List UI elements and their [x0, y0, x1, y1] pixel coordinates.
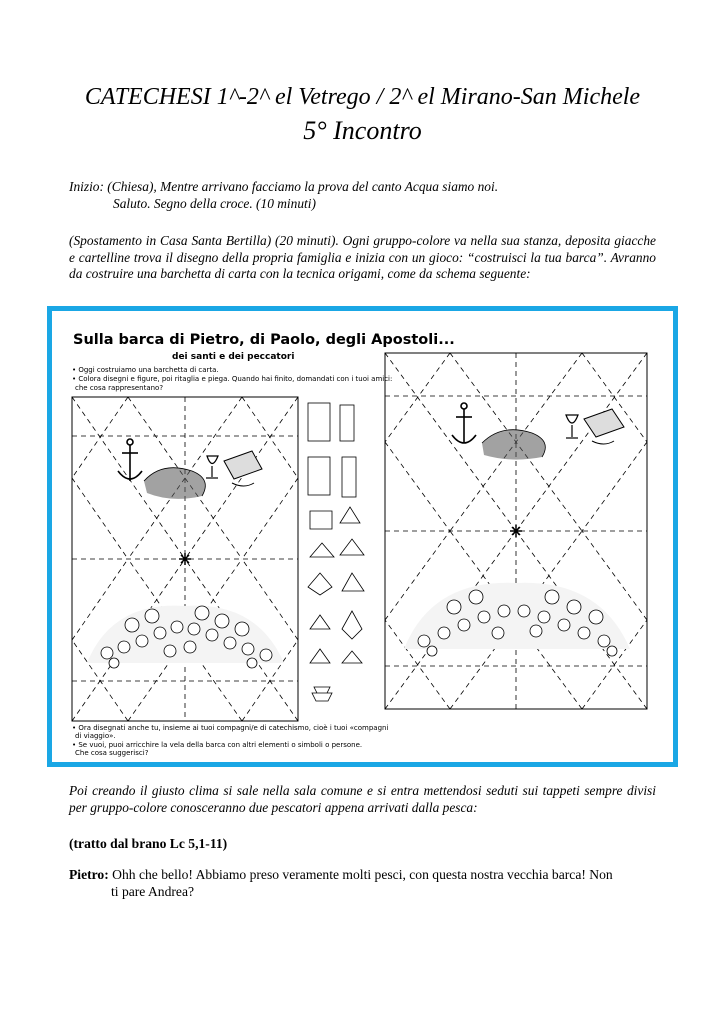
dialogue-pietro	[69, 866, 659, 900]
worksheet-subtitle: dei santi e dei peccatori	[172, 352, 295, 362]
worksheet-bottom-3: • Se vuoi, puoi arricchire la vela della barca con altri elementi o simboli o persone.	[72, 741, 363, 749]
folding-steps	[308, 403, 364, 701]
worksheet-bottom-2: di viaggio».	[75, 732, 116, 740]
dialogue-line-1: Ohh che bello! Abbiamo preso veramente molti pesci, con questa nostra vecchia barca! Non	[112, 867, 613, 882]
fishing-net-icon	[144, 468, 205, 499]
worksheet-drawing	[52, 311, 673, 762]
speaker-name: Pietro:	[69, 867, 109, 882]
document-subtitle: 5° Incontro	[303, 116, 422, 145]
document-title: CATECHESI 1^-2^ el Vetrego / 2^ el Mirano-San Michele	[84, 84, 641, 110]
gospel-reference: (tratto dal brano Lc 5,1-11)	[69, 836, 228, 851]
intro-paragraph	[69, 179, 656, 212]
intro-line-2: Saluto. Segno della croce. (10 minuti)	[113, 195, 316, 211]
chalice-icon	[206, 456, 218, 478]
worksheet-instruction-1: • Oggi costruiamo una barchetta di carta.	[72, 366, 219, 374]
right-boat-sheet	[385, 353, 647, 709]
poi-paragraph: Poi creando il giusto clima si sale nella sala comune e si entra mettendosi seduti sui tappeti sempre divisi per gruppo-colore conosceranno due pescatori appena arrivati dalla pesca:	[69, 783, 656, 815]
left-boat-sheet	[72, 397, 298, 721]
worksheet-bottom-4: Che cosa suggerisci?	[75, 749, 149, 757]
dialogue-line-2: ti pare Andrea?	[111, 884, 195, 899]
intro-line-1: Inizio: (Chiesa), Mentre arrivano facciamo la prova del canto Acqua siamo noi.	[69, 179, 499, 194]
anchor-icon	[452, 403, 476, 443]
worksheet-bottom-1: • Ora disegnati anche tu, insieme ai tuoi compagni/e di catechismo, cioè i tuoi «compagni	[72, 724, 389, 732]
crowd-drawing	[404, 583, 630, 656]
worksheet-instruction-3: che cosa rappresentano?	[75, 384, 164, 392]
book-icon	[584, 409, 624, 444]
origami-worksheet	[47, 306, 678, 767]
worksheet-title: Sulla barca di Pietro, di Paolo, degli Apostoli...	[73, 332, 455, 348]
worksheet-instruction-2: • Colora disegni e figure, poi ritaglia e piega. Quando hai finito, domandati con i tuoi amici:	[72, 375, 393, 383]
anchor-icon	[118, 439, 142, 481]
spostamento-paragraph: (Spostamento in Casa Santa Bertilla) (20 minuti). Ogni gruppo-colore va nella sua stanza, deposita giacche e cartelline trova il disegno della propria famiglia e inizia con un gioco: “costruisci la tua barca”. Avranno da costruire una barchetta di carta con la tecnica origami, come da schema seguente:	[69, 233, 656, 281]
chalice-icon	[566, 415, 578, 438]
crowd-drawing	[87, 606, 284, 668]
fishing-net-icon	[482, 430, 545, 460]
